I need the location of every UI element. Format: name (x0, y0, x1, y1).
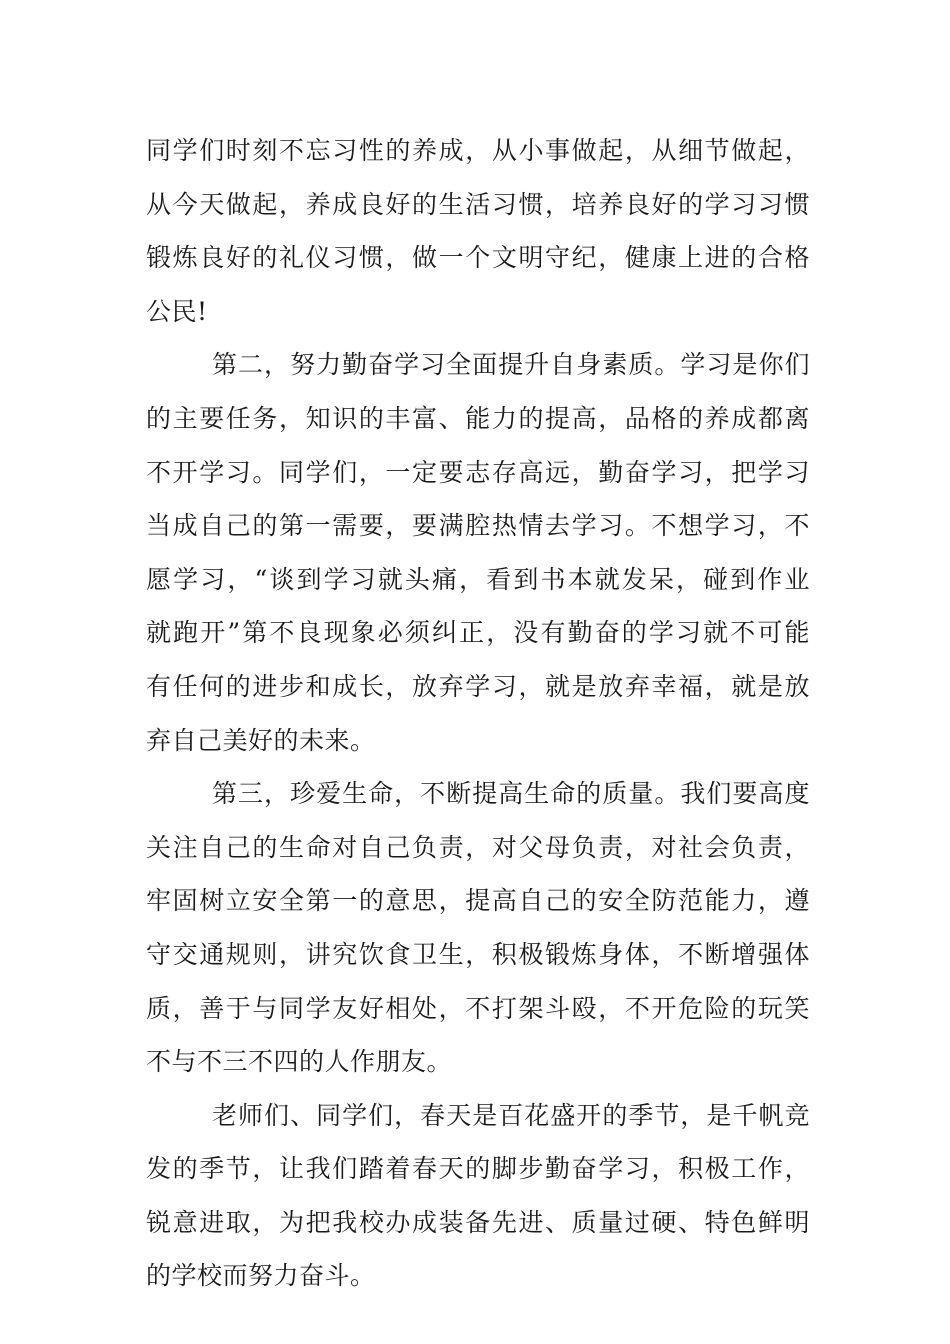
text-line: 有任何的进步和成长，放弃学习，就是放弃幸福，就是放 (146, 671, 810, 701)
text-line: 锐意进取，为把我校办成装备先进、质量过硬、特色鲜明 (146, 1207, 810, 1237)
text-line: 不与不三不四的人作朋友。 (146, 1047, 453, 1077)
text-line: 弃自己美好的未来。 (146, 725, 376, 755)
text-line: 守交通规则，讲究饮食卫生，积极锻炼身体，不断增强体 (146, 939, 810, 969)
text-line: 的学校而努力奋斗。 (146, 1261, 376, 1291)
text-line: 就跑开”第不良现象必须纠正，没有勤奋的学习就不可能 (146, 618, 810, 648)
text-line: 从今天做起，养成良好的生活习惯，培养良好的学习习惯 (146, 189, 810, 219)
paragraph-start-line: 老师们、同学们，春天是百花盛开的季节，是千帆竞 (212, 1100, 810, 1130)
text-line: 当成自己的第一需要，要满腔热情去学习。不想学习，不 (146, 511, 810, 541)
text-line: 锻炼良好的礼仪习惯，做一个文明守纪，健康上进的合格 (146, 243, 810, 273)
text-line: 愿学习，“谈到学习就头痛，看到书本就发呆，碰到作业 (146, 564, 810, 594)
body-text (146, 124, 810, 1303)
paragraph-start-line: 第二，努力勤奋学习全面提升自身素质。学习是你们 (212, 350, 810, 380)
text-line: 同学们时刻不忘习性的养成，从小事做起，从细节做起， (146, 136, 810, 165)
text-line: 不开学习。同学们，一定要志存高远，勤奋学习，把学习 (146, 457, 810, 487)
text-line: 发的季节，让我们踏着春天的脚步勤奋学习，积极工作， (146, 1154, 810, 1184)
text-line: 的主要任务，知识的丰富、能力的提高，品格的养成都离 (146, 403, 810, 433)
text-line: 牢固树立安全第一的意思，提高自己的安全防范能力，遵 (146, 886, 810, 916)
text-line: 关注自己的生命对自己负责，对父母负责，对社会负责， (146, 832, 810, 862)
text-line: 公民! (146, 296, 208, 326)
text-line: 质，善于与同学友好相处，不打架斗殴，不开危险的玩笑 (146, 993, 810, 1023)
paragraph-start-line: 第三，珍爱生命，不断提高生命的质量。我们要高度 (212, 779, 810, 809)
